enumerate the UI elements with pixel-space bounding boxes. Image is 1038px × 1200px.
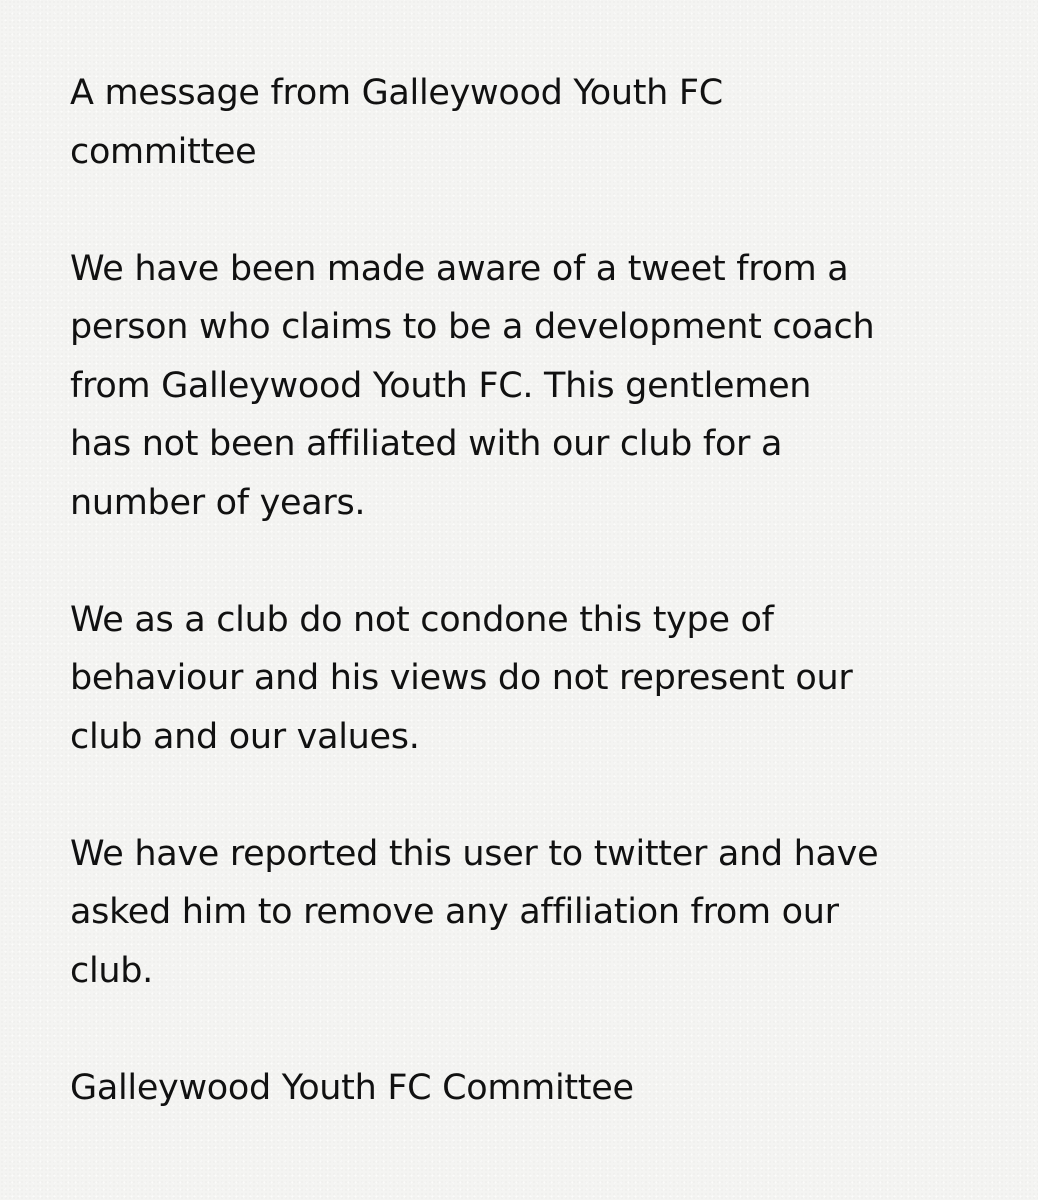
paragraph-line: number of years. xyxy=(70,482,366,523)
note-signature xyxy=(70,1059,1010,1118)
signature-line: Galleywood Youth FC Committee xyxy=(70,1067,634,1108)
paragraph-line: asked him to remove any affiliation from our xyxy=(70,892,839,932)
note-heading xyxy=(70,64,1010,181)
paragraph-line: We have been made aware of a tweet from a xyxy=(70,248,849,289)
paragraph-reported xyxy=(70,825,1010,1001)
heading-line: committee xyxy=(70,131,257,172)
paragraph-line: We have reported this user to twitter and have xyxy=(70,833,879,874)
paragraph-line: person who claims to be a development coach xyxy=(70,307,875,347)
paragraph-condone xyxy=(70,591,1010,767)
paragraph-line: We as a club do not condone this type of xyxy=(70,599,774,640)
paragraph-line: club and our values. xyxy=(70,716,420,757)
paragraph-line: club. xyxy=(70,950,153,991)
note-document xyxy=(70,64,1010,1117)
heading-line: A message from Galleywood Youth FC xyxy=(70,73,723,113)
paragraph-line: behaviour and his views do not represent our xyxy=(70,658,853,698)
paragraph-awareness xyxy=(70,240,1010,533)
paragraph-line: from Galleywood Youth FC. This gentlemen xyxy=(70,365,812,406)
paragraph-line: has not been affiliated with our club for a xyxy=(70,424,783,464)
